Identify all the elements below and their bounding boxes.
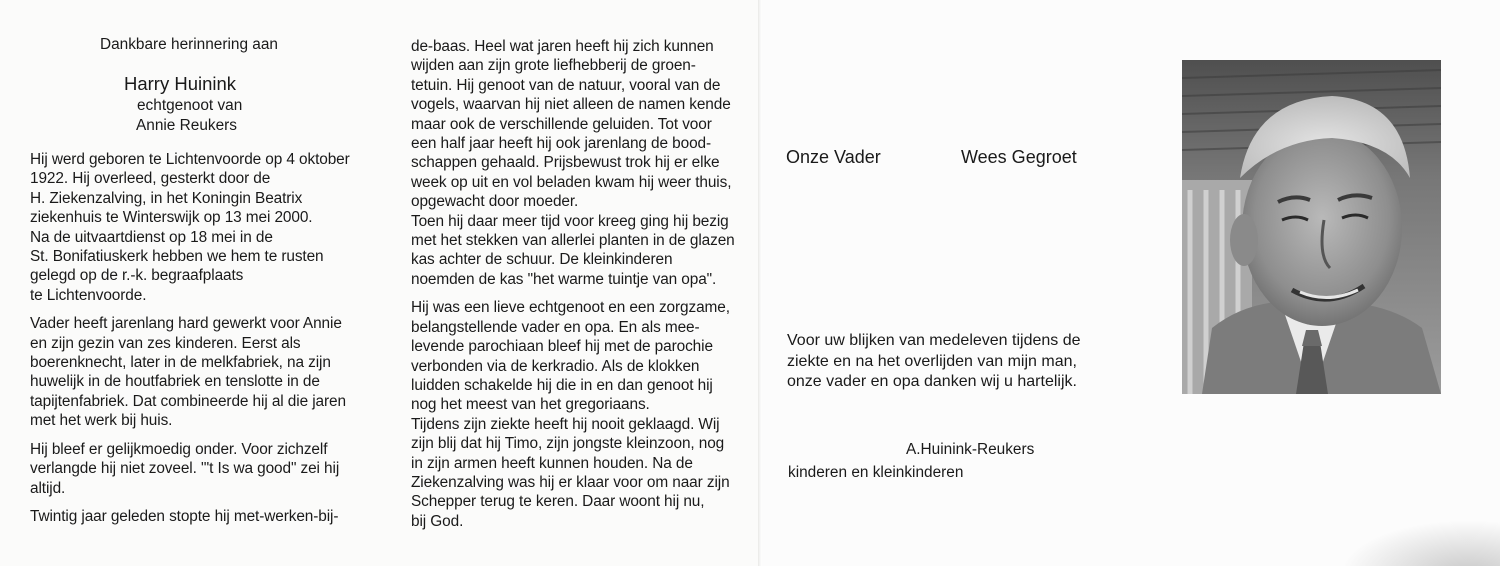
text-line: zijn blij dat hij Timo, zijn jongste kleinzoon, nog bbox=[411, 435, 725, 453]
text-line: Tijdens zijn ziekte heeft hij nooit geklaagd. Wij bbox=[411, 415, 720, 433]
paper-shadow bbox=[1340, 520, 1500, 566]
bio-paragraph bbox=[30, 507, 350, 526]
text-line: levende parochiaan bleef hij met de parochie bbox=[411, 338, 713, 356]
text-line: Twintig jaar geleden stopte hij met-werken-bij- bbox=[30, 507, 339, 525]
bio-paragraph bbox=[411, 298, 731, 531]
bio-paragraph bbox=[30, 440, 350, 498]
text-line: met het werk bij huis. bbox=[30, 412, 173, 430]
text-line: Ziekenzalving was hij er klaar voor om naar zijn bbox=[411, 473, 730, 491]
text-line: Na de uitvaartdienst op 18 mei in de bbox=[30, 228, 273, 246]
text-line: de-baas. Heel wat jaren heeft hij zich kunnen bbox=[411, 38, 714, 55]
text-line: altijd. bbox=[30, 479, 66, 497]
text-line: in zijn armen heeft kunnen houden. Na de bbox=[411, 454, 693, 472]
text-line: huwelijk in de houtfabriek en tenslotte in de bbox=[30, 373, 320, 391]
thank-you-text bbox=[787, 331, 1127, 393]
text-line: Hij bleef er gelijkmoedig onder. Voor zichzelf bbox=[30, 440, 328, 458]
text-line: St. Bonifatiuskerk hebben we hem te rusten bbox=[30, 248, 324, 266]
text-line: nog het meest van het gregoriaans. bbox=[411, 396, 650, 414]
intro-text: Dankbare herinnering aan bbox=[100, 36, 278, 53]
text-line: verlangde hij niet zoveel. "'t Is wa good" zei hij bbox=[30, 460, 340, 478]
biography-column-2 bbox=[411, 37, 735, 540]
text-line: tetuin. Hij genoot van de natuur, vooral van de bbox=[411, 76, 721, 94]
text-line: onze vader en opa danken wij u hartelijk. bbox=[787, 373, 1077, 390]
text-line: belangstellende vader en opa. En als mee- bbox=[411, 318, 700, 336]
signature-name: A.Huinink-Reukers bbox=[906, 441, 1035, 458]
portrait-photo-icon bbox=[1182, 60, 1441, 394]
text-line: Schepper terug te keren. Daar woont hij nu, bbox=[411, 493, 705, 511]
text-line: schappen gehaald. Prijsbewust trok hij er elke bbox=[411, 154, 720, 172]
text-line: noemden de kas "het warme tuintje van opa". bbox=[411, 270, 717, 288]
prayer-onze-vader: Onze Vader bbox=[786, 147, 881, 167]
text-line: luidden schakelde hij die in en dan genoot hij bbox=[411, 376, 713, 394]
text-line: maar ook de verschillende geluiden. Tot voor bbox=[411, 115, 712, 133]
text-line: tapijtenfabriek. Dat combineerde hij al die jaren bbox=[30, 392, 346, 410]
text-line: en zijn gezin van zes kinderen. Eerst als bbox=[30, 334, 301, 352]
text-line: H. Ziekenzalving, in het Koningin Beatrix bbox=[30, 189, 303, 207]
deceased-name: Harry Huinink bbox=[124, 73, 237, 94]
fold-line bbox=[758, 0, 762, 566]
signature-family: kinderen en kleinkinderen bbox=[788, 464, 964, 481]
text-line: ziekte en na het overlijden van mijn man, bbox=[787, 352, 1077, 370]
biography-column-1 bbox=[30, 150, 350, 535]
text-line: verbonden via de kerkradio. Als de klokken bbox=[411, 357, 700, 375]
text-line: een half jaar heeft hij ook jarenlang de bood- bbox=[411, 135, 712, 153]
bio-paragraph bbox=[30, 150, 350, 305]
text-line: Hij was een lieve echtgenoot en een zorgzame, bbox=[411, 299, 730, 317]
text-line: wijden aan zijn grote liefhebberij de groen- bbox=[411, 57, 696, 75]
text-line: Vader heeft jarenlang hard gewerkt voor Annie bbox=[30, 315, 342, 333]
bio-paragraph bbox=[30, 314, 350, 430]
relation-line-1: echtgenoot van bbox=[137, 97, 243, 114]
text-line: week op uit en vol beladen kwam hij weer thuis, bbox=[411, 173, 732, 191]
relation-line-2: Annie Reukers bbox=[136, 117, 237, 134]
text-line: Voor uw blijken van medeleven tijdens de bbox=[787, 332, 1081, 349]
text-line: gelegd op de r.-k. begraafplaats bbox=[30, 267, 244, 285]
text-line: Hij werd geboren te Lichtenvoorde op 4 oktober bbox=[30, 151, 350, 168]
text-line: Toen hij daar meer tijd voor kreeg ging hij bezig bbox=[411, 212, 729, 230]
text-line: kas achter de schuur. De kleinkinderen bbox=[411, 251, 673, 269]
text-line: bij God. bbox=[411, 512, 464, 530]
prayer-wees-gegroet: Wees Gegroet bbox=[961, 147, 1077, 167]
text-line: 1922. Hij overleed, gesterkt door de bbox=[30, 170, 271, 188]
text-line: opgewacht door moeder. bbox=[411, 193, 579, 211]
text-line: met het stekken van allerlei planten in de glazen bbox=[411, 232, 735, 250]
bio-paragraph bbox=[411, 37, 735, 289]
text-line: ziekenhuis te Winterswijk op 13 mei 2000. bbox=[30, 209, 313, 227]
text-line: te Lichtenvoorde. bbox=[30, 286, 147, 304]
text-line: vogels, waarvan hij niet alleen de namen kende bbox=[411, 96, 731, 114]
text-line: boerenknecht, later in de melkfabriek, na zijn bbox=[30, 354, 331, 372]
